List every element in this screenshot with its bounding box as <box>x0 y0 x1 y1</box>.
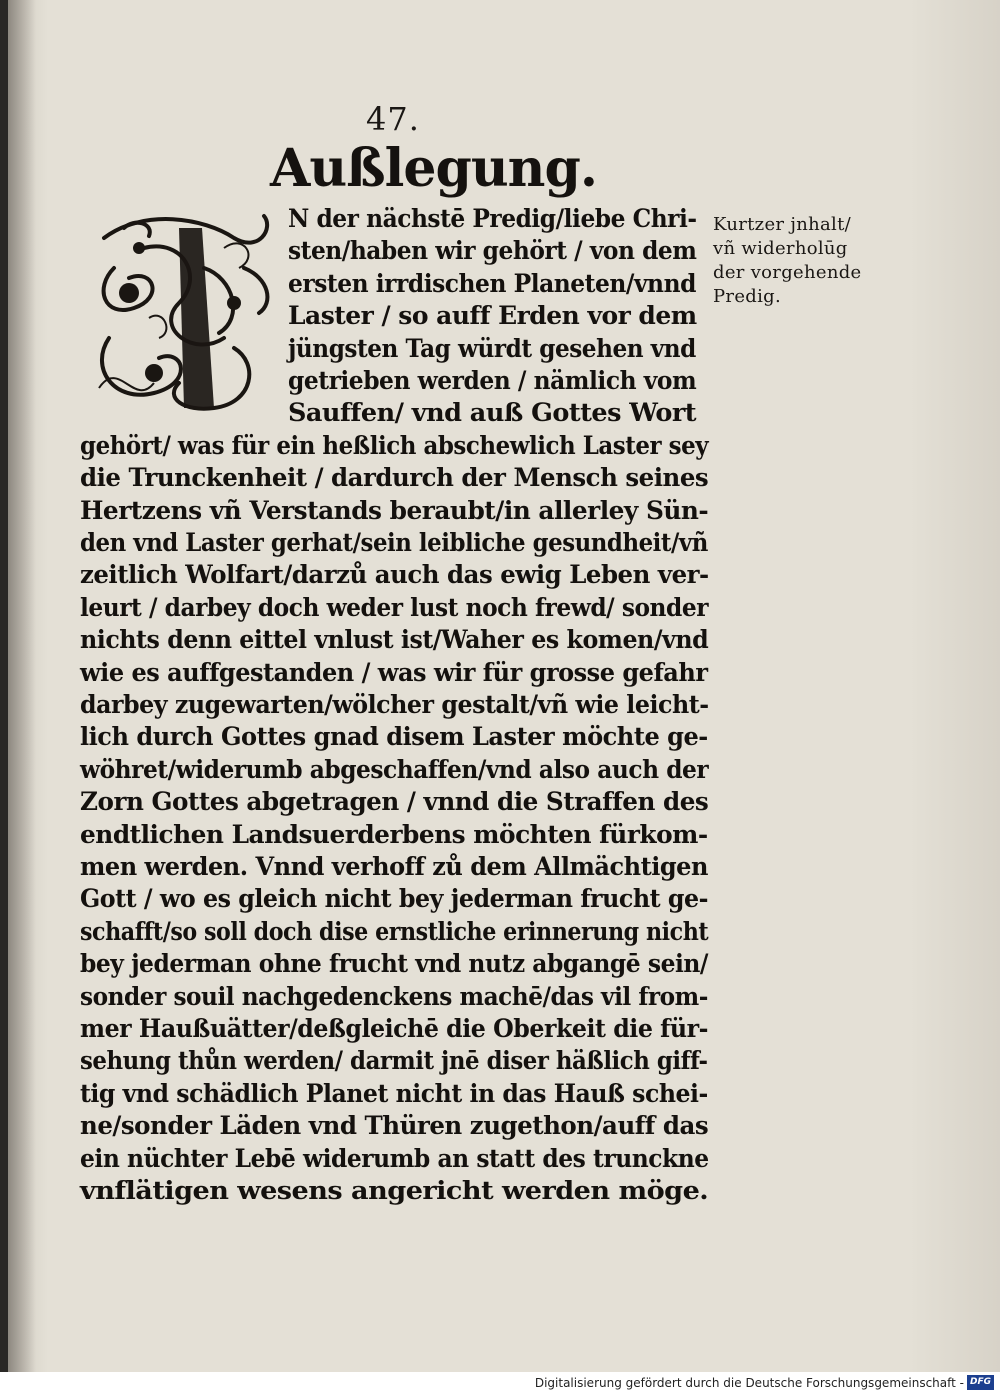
text-line: ne/sonder Läden vnd Thüren zugethon/auff das <box>80 1111 709 1141</box>
scanned-page <box>8 0 1000 1372</box>
marginal-note-line: Kurtzer jnhalt/ <box>713 214 851 235</box>
marginal-note-line: Predig. <box>713 286 781 307</box>
funding-credit: Digitalisierung gefördert durch die Deutsche Forschungsgemeinschaft - <box>534 1376 964 1390</box>
text-line: die Trunckenheit / dardurch der Mensch seines <box>80 463 709 493</box>
marginal-note-line: vñ widerholūg <box>713 238 848 259</box>
text-line: bey jederman ohne frucht vnd nutz abgangē sein/ <box>80 949 708 979</box>
text-line: nichts denn eittel vnlust ist/Waher es komen/vnd <box>80 625 709 655</box>
text-line: N der nächstē Predig/liebe Chri- <box>288 204 697 233</box>
text-line: Sauffen/ vnd auß Gottes Wort <box>288 398 697 428</box>
text-line: mer Haußuätter/deßgleichē die Oberkeit die für- <box>80 1014 708 1043</box>
text-line: Gott / wo es gleich nicht bey jederman frucht ge- <box>80 884 708 914</box>
text-line: jüngsten Tag würdt gesehen vnd <box>288 333 696 363</box>
text-line: schafft/so soll doch dise ernstliche erinnerung nicht <box>80 916 709 946</box>
gutter-shadow <box>8 0 36 1372</box>
text-line: tig vnd schädlich Planet nicht in das Hauß schei- <box>80 1078 708 1108</box>
footer-bar <box>0 1372 1000 1395</box>
text-line: men werden. Vnnd verhoff zů dem Allmächtigen <box>80 852 708 881</box>
text-line: Zorn Gottes abgetragen / vnnd die Straffen des <box>80 787 709 817</box>
text-line: Hertzens vñ Verstands beraubt/in allerley Sün- <box>80 495 709 525</box>
text-line: ein nüchter Lebē widerumb an statt des trunckne <box>80 1143 709 1173</box>
text-line: getrieben werden / nämlich vom <box>288 366 697 395</box>
text-line: den vnd Laster gerhat/sein leibliche gesundheit/vñ <box>80 528 708 557</box>
marginal-note-line: der vorgehende <box>713 262 862 283</box>
text-line: vnflätigen wesens angericht werden möge. <box>80 1176 709 1205</box>
dfg-logo: DFG <box>967 1375 994 1390</box>
text-line: wie es auffgestanden / was wir für grosse gefahr <box>80 657 708 687</box>
text-line: Laster / so auff Erden vor dem <box>288 301 697 331</box>
text-line: leurt / darbey doch weder lust noch frewd/ sonder <box>80 592 709 622</box>
page-number: 47. <box>366 100 420 138</box>
text-line: lich durch Gottes gnad disem Laster möchte ge- <box>80 722 708 752</box>
decorated-initial-letter <box>84 208 280 418</box>
section-heading: Außlegung. <box>270 138 597 199</box>
text-line: sten/haben wir gehört / von dem <box>288 236 697 266</box>
text-line: wöhret/widerumb abgeschaffen/vnd also auch der <box>80 754 709 784</box>
text-line: sonder souil nachgedenckens machē/das vil from- <box>80 981 708 1011</box>
text-line: ersten irrdischen Planeten/vnnd <box>288 268 696 298</box>
text-line: sehung thůn werden/ darmit jnē diser häßlich giff- <box>80 1046 708 1076</box>
text-line: gehört/ was für ein heßlich abschewlich Laster sey <box>80 430 709 460</box>
text-line: endtlichen Landsuerderbens möchten fürkom- <box>80 819 708 849</box>
text-line: darbey zugewarten/wölcher gestalt/vñ wie leicht- <box>80 690 709 719</box>
text-line: zeitlich Wolfart/darzů auch das ewig Leben ver- <box>80 560 709 590</box>
